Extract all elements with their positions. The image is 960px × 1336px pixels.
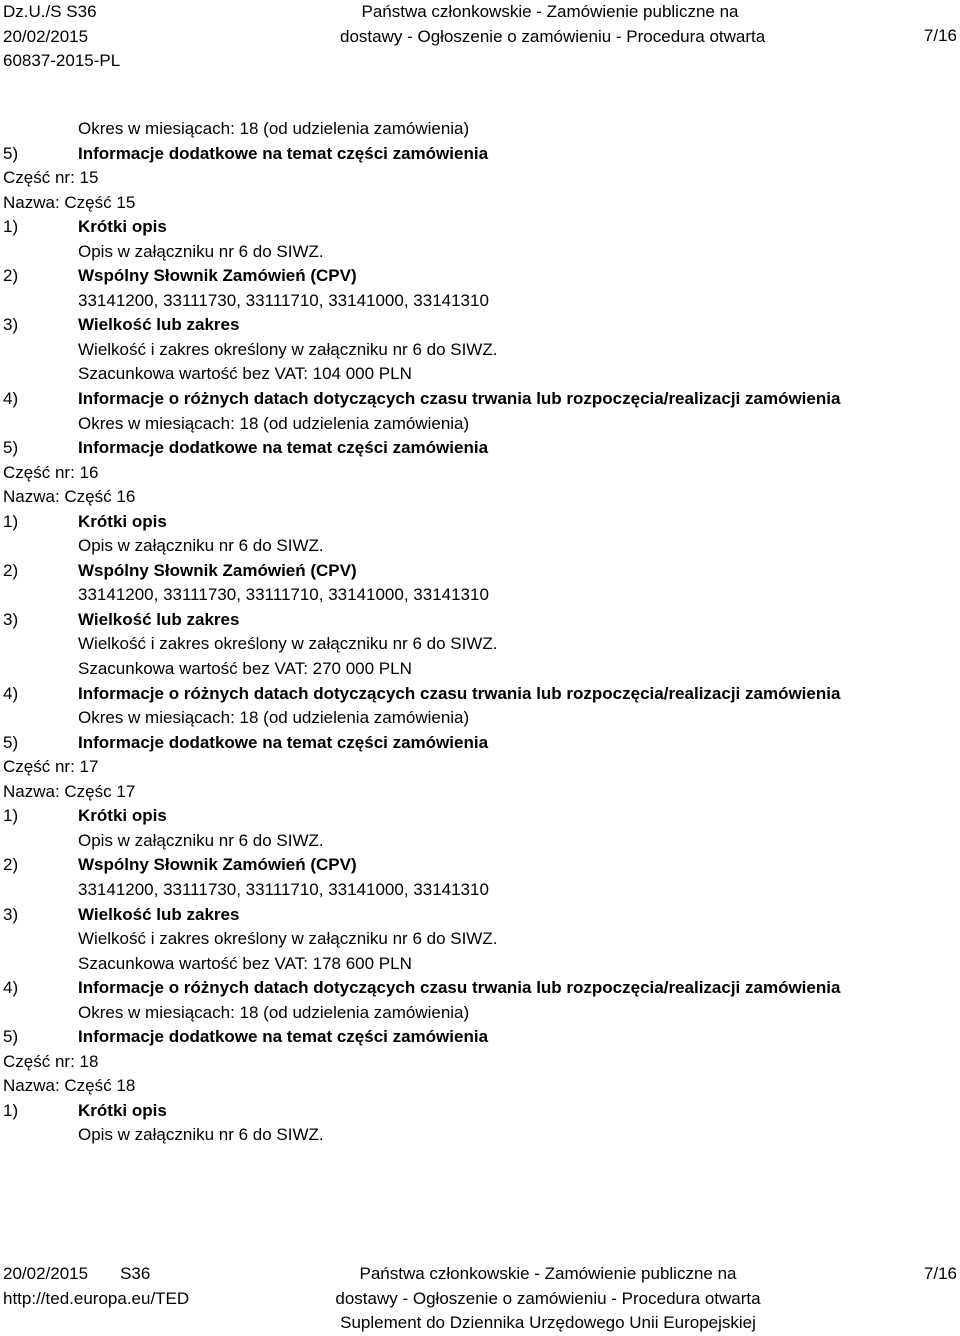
section-heading-row bbox=[3, 510, 957, 535]
header-title-line1: Państwa członkowskie - Zamówienie publiczne na bbox=[361, 2, 739, 21]
section-text: Nazwa: Część 16 bbox=[3, 487, 136, 507]
section-text: Część nr: 16 bbox=[3, 462, 99, 482]
section-number: 2) bbox=[3, 560, 19, 580]
text-row bbox=[3, 829, 957, 854]
text-row bbox=[3, 412, 957, 437]
section-text: Opis w załączniku nr 6 do SIWZ. bbox=[78, 1125, 324, 1145]
section-number: 1) bbox=[3, 217, 19, 237]
section-heading-row bbox=[3, 387, 957, 412]
section-number: 1) bbox=[3, 511, 19, 531]
section-number: 5) bbox=[3, 1027, 19, 1047]
footer-issue: S36 bbox=[120, 1264, 151, 1283]
section-number: 1) bbox=[3, 1100, 19, 1120]
section-text: Wielkość i zakres określony w załączniku nr 6 do SIWZ. bbox=[78, 634, 498, 654]
section-text: Szacunkowa wartość bez VAT: 270 000 PLN bbox=[78, 659, 412, 679]
section-text: Nazwa: Częśc 17 bbox=[3, 781, 136, 801]
section-number: 4) bbox=[3, 683, 19, 703]
text-row bbox=[3, 632, 957, 657]
section-heading-row bbox=[3, 215, 957, 240]
section-number: 4) bbox=[3, 389, 19, 409]
section-heading-row bbox=[3, 608, 957, 633]
section-heading-row bbox=[3, 436, 957, 461]
section-text: Okres w miesiącach: 18 (od udzielenia zamówienia) bbox=[78, 413, 470, 433]
section-title: Krótki opis bbox=[78, 217, 167, 237]
section-heading-row bbox=[3, 264, 957, 289]
text-row bbox=[3, 1074, 957, 1099]
header-page-number: 7/16 bbox=[923, 26, 957, 45]
section-number: 4) bbox=[3, 978, 19, 998]
section-title: Informacje dodatkowe na temat części zamówienia bbox=[78, 1027, 489, 1047]
section-heading-row bbox=[3, 976, 957, 1001]
section-title: Krótki opis bbox=[78, 511, 167, 531]
text-row bbox=[3, 289, 957, 314]
section-title: Wielkość lub zakres bbox=[78, 609, 240, 629]
text-row bbox=[3, 117, 957, 142]
text-row bbox=[3, 927, 957, 952]
section-number: 1) bbox=[3, 806, 19, 826]
text-row bbox=[3, 338, 957, 363]
section-text: Okres w miesiącach: 18 (od udzielenia zamówienia) bbox=[78, 1002, 470, 1022]
section-heading-row bbox=[3, 142, 957, 167]
text-row bbox=[3, 1001, 957, 1026]
section-text: Wielkość i zakres określony w załączniku nr 6 do SIWZ. bbox=[78, 929, 498, 949]
section-number: 3) bbox=[3, 315, 19, 335]
text-row bbox=[3, 1123, 957, 1148]
section-text: Część nr: 15 bbox=[3, 168, 99, 188]
footer-title-line3: Suplement do Dziennika Urzędowego Unii Europejskiej bbox=[340, 1313, 756, 1332]
section-title: Informacje o różnych datach dotyczących czasu trwania lub rozpoczęcia/realizacji zamówienia bbox=[78, 683, 841, 703]
section-number: 2) bbox=[3, 266, 19, 286]
section-title: Informacje dodatkowe na temat części zamówienia bbox=[78, 732, 489, 752]
section-number: 3) bbox=[3, 904, 19, 924]
section-number: 5) bbox=[3, 438, 19, 458]
text-row bbox=[3, 534, 957, 559]
section-heading-row bbox=[3, 313, 957, 338]
section-title: Wielkość lub zakres bbox=[78, 904, 240, 924]
section-number: 2) bbox=[3, 855, 19, 875]
text-row bbox=[3, 461, 957, 486]
text-row bbox=[3, 583, 957, 608]
footer-left bbox=[3, 1262, 189, 1311]
text-row bbox=[3, 362, 957, 387]
footer-url[interactable]: http://ted.europa.eu/TED bbox=[3, 1288, 190, 1308]
section-text: Opis w załączniku nr 6 do SIWZ. bbox=[78, 830, 324, 850]
text-row bbox=[3, 706, 957, 731]
section-heading-row bbox=[3, 853, 957, 878]
section-text: Nazwa: Część 15 bbox=[3, 192, 136, 212]
journal-ref: Dz.U./S S36 bbox=[3, 2, 97, 21]
section-heading-row bbox=[3, 1099, 957, 1124]
text-row bbox=[3, 1050, 957, 1075]
section-title: Informacje o różnych datach dotyczących czasu trwania lub rozpoczęcia/realizacji zamówienia bbox=[78, 389, 841, 409]
section-number: 5) bbox=[3, 732, 19, 752]
section-text: Nazwa: Część 18 bbox=[3, 1076, 136, 1096]
section-title: Wielkość lub zakres bbox=[78, 315, 240, 335]
page-footer bbox=[3, 1262, 957, 1334]
header-title-line2: dostawy - Ogłoszenie o zamówieniu - Procedura otwarta bbox=[340, 26, 766, 46]
section-heading-row bbox=[3, 731, 957, 756]
text-row bbox=[3, 657, 957, 682]
text-row bbox=[3, 240, 957, 265]
notice-id: 60837-2015-PL bbox=[3, 51, 121, 70]
section-heading-row bbox=[3, 682, 957, 707]
section-text: Szacunkowa wartość bez VAT: 104 000 PLN bbox=[78, 364, 412, 384]
page-header bbox=[3, 0, 957, 70]
text-row bbox=[3, 755, 957, 780]
section-title: Informacje dodatkowe na temat części zamówienia bbox=[78, 438, 489, 458]
section-title: Wspólny Słownik Zamówień (CPV) bbox=[78, 560, 357, 580]
footer-page-number: 7/16 bbox=[923, 1264, 957, 1283]
section-text: Wielkość i zakres określony w załączniku nr 6 do SIWZ. bbox=[78, 339, 498, 359]
header-center bbox=[340, 0, 766, 49]
footer-title-line1: Państwa członkowskie - Zamówienie publiczne na bbox=[359, 1264, 737, 1283]
section-title: Wspólny Słownik Zamówień (CPV) bbox=[78, 855, 357, 875]
section-number: 5) bbox=[3, 143, 19, 163]
section-heading-row bbox=[3, 559, 957, 584]
section-text: Część nr: 18 bbox=[3, 1051, 99, 1071]
header-left bbox=[3, 0, 120, 74]
section-heading-row bbox=[3, 804, 957, 829]
footer-date: 20/02/2015 bbox=[3, 1264, 89, 1283]
section-title: Krótki opis bbox=[78, 806, 167, 826]
section-title: Krótki opis bbox=[78, 1100, 167, 1120]
section-heading-row bbox=[3, 1025, 957, 1050]
section-text: Szacunkowa wartość bez VAT: 178 600 PLN bbox=[78, 953, 412, 973]
text-row bbox=[3, 485, 957, 510]
text-row bbox=[3, 191, 957, 216]
section-text: 33141200, 33111730, 33111710, 33141000, 33141310 bbox=[78, 585, 489, 605]
section-text: Okres w miesiącach: 18 (od udzielenia zamówienia) bbox=[78, 119, 470, 138]
footer-center bbox=[303, 1262, 793, 1336]
section-title: Wspólny Słownik Zamówień (CPV) bbox=[78, 266, 357, 286]
section-text: 33141200, 33111730, 33111710, 33141000, 33141310 bbox=[78, 290, 489, 310]
text-row bbox=[3, 878, 957, 903]
text-row bbox=[3, 780, 957, 805]
header-date: 20/02/2015 bbox=[3, 26, 89, 46]
section-title: Informacje dodatkowe na temat części zamówienia bbox=[78, 143, 489, 163]
section-text: Okres w miesiącach: 18 (od udzielenia zamówienia) bbox=[78, 708, 470, 728]
section-heading-row bbox=[3, 903, 957, 928]
document-body bbox=[3, 117, 957, 1148]
section-text: 33141200, 33111730, 33111710, 33141000, 33141310 bbox=[78, 879, 489, 899]
section-title: Informacje o różnych datach dotyczących czasu trwania lub rozpoczęcia/realizacji zamówienia bbox=[78, 978, 841, 998]
section-text: Część nr: 17 bbox=[3, 757, 99, 777]
section-text: Opis w załączniku nr 6 do SIWZ. bbox=[78, 536, 324, 556]
section-number: 3) bbox=[3, 609, 19, 629]
footer-title-line2: dostawy - Ogłoszenie o zamówieniu - Procedura otwarta bbox=[335, 1288, 761, 1308]
section-text: Opis w załączniku nr 6 do SIWZ. bbox=[78, 241, 324, 261]
text-row bbox=[3, 952, 957, 977]
text-row bbox=[3, 166, 957, 191]
